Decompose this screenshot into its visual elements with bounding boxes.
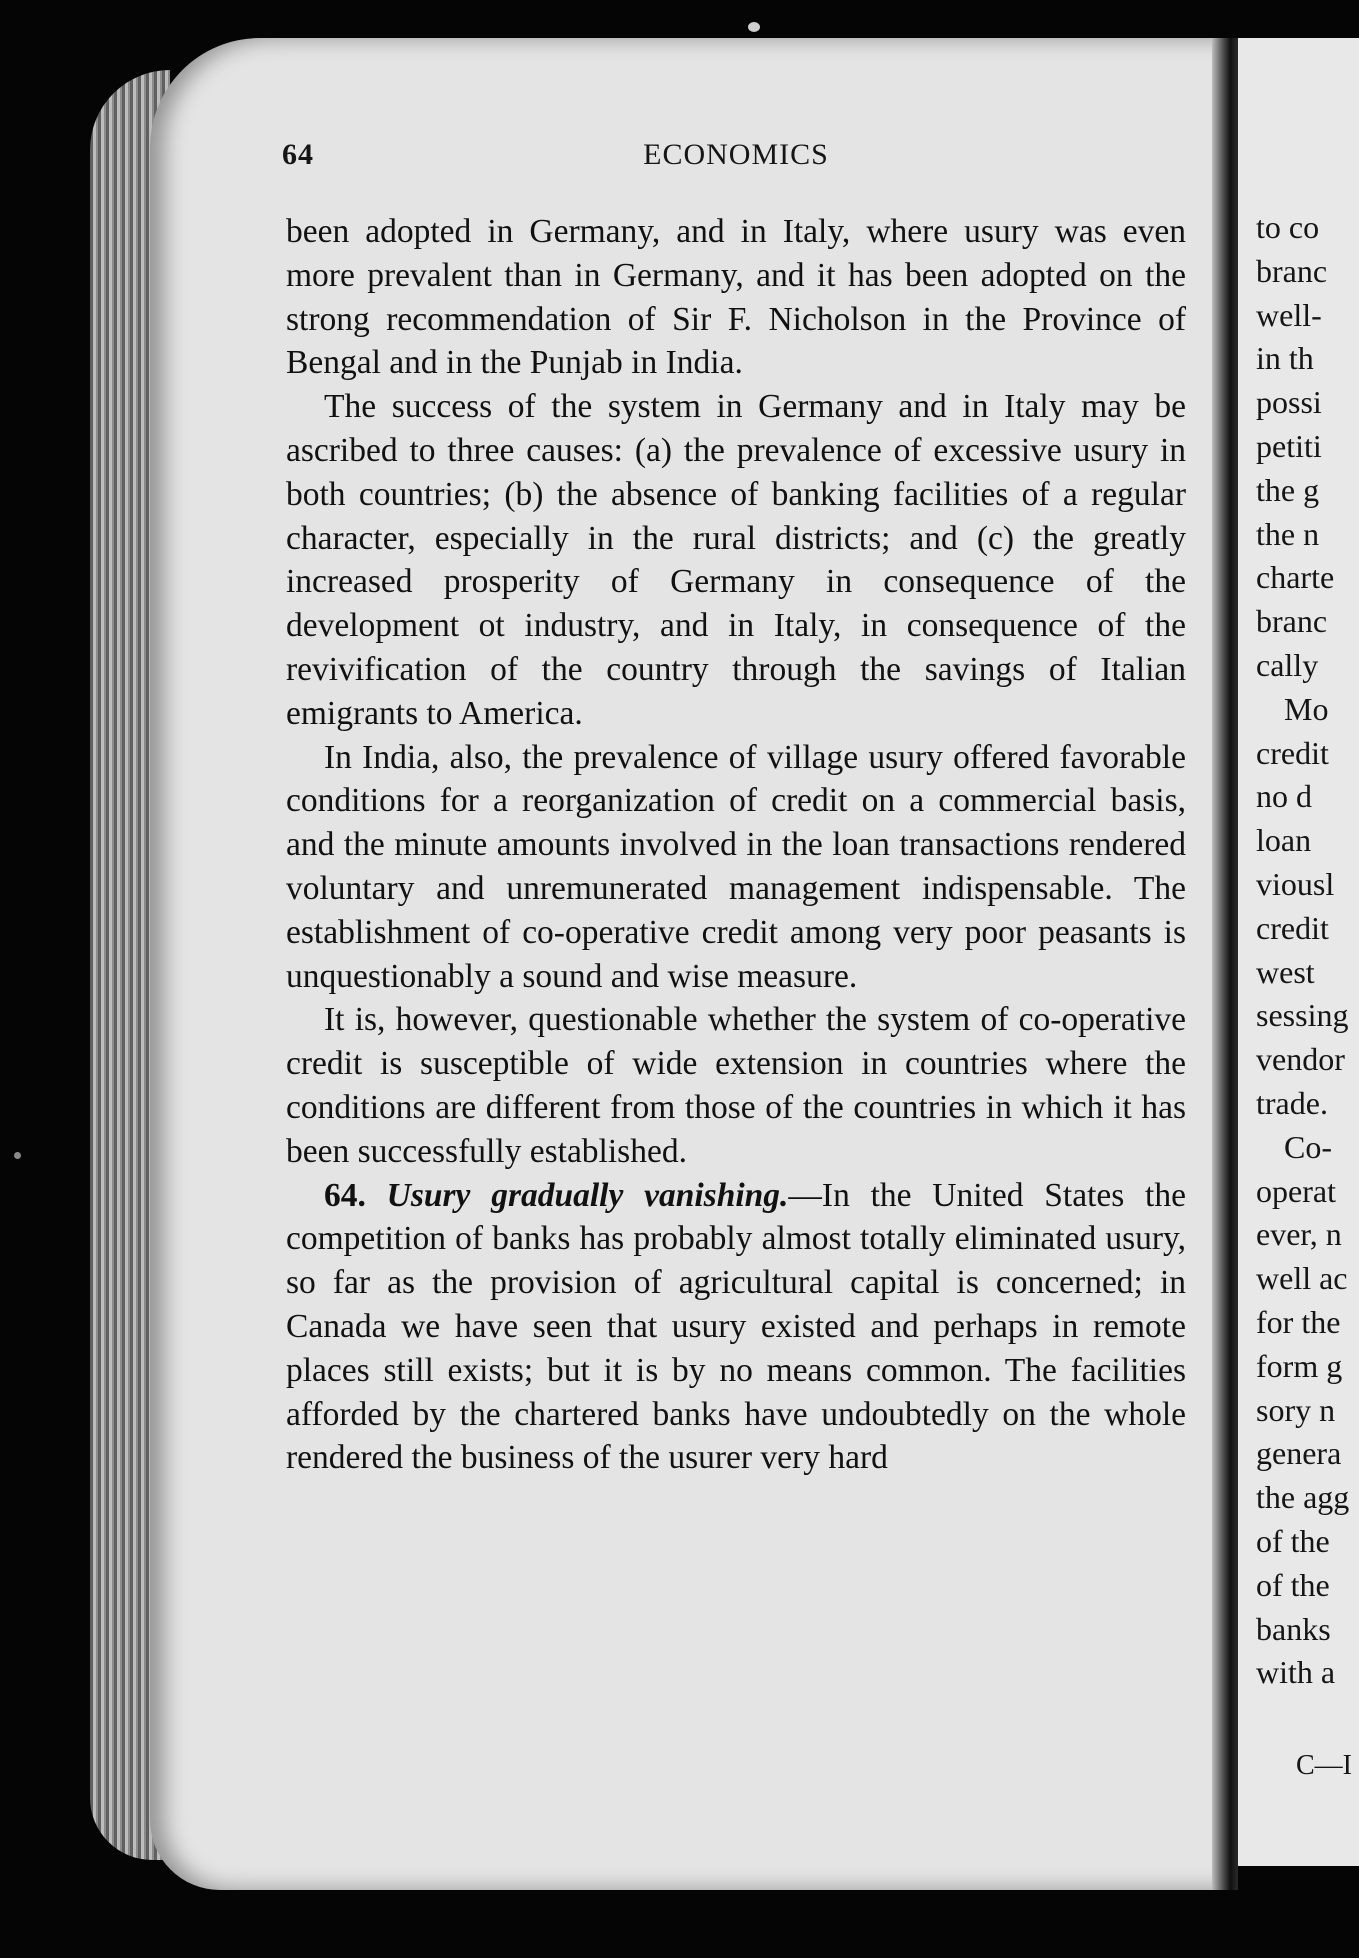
text-line-fragment: petiti (1256, 427, 1322, 464)
text-line-fragment: Co- (1284, 1128, 1332, 1165)
signature-mark: C—I (1296, 1750, 1352, 1781)
running-header (282, 138, 1190, 178)
text-line-fragment: branc (1256, 603, 1328, 640)
text-line-fragment: vendor (1256, 1041, 1345, 1078)
text-line-fragment: the agg (1256, 1479, 1350, 1516)
text-line-fragment: form g (1256, 1347, 1343, 1384)
text-line-fragment: possi (1256, 384, 1322, 421)
book-gutter (1212, 38, 1238, 1890)
paragraph: In India, also, the prevalence of village usury offered favorable conditions for a reorganization of credit on a commercial basis, and the minute amounts involved in the loan transactions rendered voluntary and unremunerated management indispensable. The establishment of co-operative credit among very poor peasants is unquestionably a sound and wise measure. (286, 738, 1186, 995)
text-line-fragment: the g (1256, 471, 1320, 508)
text-line-fragment: well ac (1256, 1260, 1348, 1297)
dust-speck (14, 1152, 21, 1159)
text-line-fragment: banks (1256, 1610, 1331, 1647)
text-line-fragment: the n (1256, 515, 1320, 552)
text-line-fragment: sory n (1256, 1391, 1336, 1428)
text-line-fragment: sessing (1256, 997, 1349, 1034)
text-line-fragment: with a (1256, 1654, 1336, 1691)
page-number: 64 (282, 138, 314, 171)
text-line-fragment: no d (1256, 778, 1312, 815)
text-line-fragment: genera (1256, 1435, 1342, 1472)
paragraph: It is, however, questionable whether the system of co-operative credit is susceptible of wide extension in countries where the conditions are different from those of the countries in which it has been successfully established. (286, 1001, 1186, 1170)
section-text: —In the United States the competition of banks has probably almost totally eliminated usury, so far as the provision of agricultural capital is concerned; in Canada we have seen that usury existed and perhaps in remote places still exists; but it is by no means common. The facilities afforded by the chartered banks have undoubtedly on the whole rendered the business of the usurer very hard (286, 1176, 1186, 1477)
text-line-fragment: ever, n (1256, 1216, 1342, 1253)
text-line-fragment: cally (1256, 646, 1319, 683)
text-line-fragment: credit (1256, 734, 1329, 771)
text-line-fragment: viousl (1256, 865, 1335, 902)
text-line-fragment: charte (1256, 559, 1335, 596)
section-heading: Usury gradually vanishing. (386, 1176, 789, 1214)
right-page-text (1256, 206, 1359, 1695)
text-line-fragment: loan (1256, 822, 1312, 859)
text-line-fragment: trade. (1256, 1084, 1328, 1121)
text-line-fragment: west (1256, 953, 1315, 990)
text-line-fragment: to co (1256, 209, 1320, 245)
text-line-fragment: operat (1256, 1172, 1336, 1209)
section-paragraph (286, 1174, 1186, 1481)
dust-speck (748, 22, 760, 32)
text-line-fragment: well- (1256, 296, 1322, 333)
running-title: ECONOMICS (643, 138, 829, 171)
text-line-fragment: credit (1256, 909, 1329, 946)
paragraph: been adopted in Germany, and in Italy, where usury was even more prevalent than in Germany, and it has been adopted on the strong recommendation of Sir F. Nicholson in the Province of Bengal and in the Punjab in India. (286, 213, 1186, 382)
paragraph: The success of the system in Germany and in Italy may be ascribed to three causes: (a) the prevalence of excessive usury in both countries; (b) the absence of banking facilities of a regular character, especially in the rural districts; and (c) the greatly increased prosperity of Germany in consequence of the development ot industry, and in Italy, in consequence of the revivification of the country through the savings of Italian emigrants to America. (286, 388, 1186, 732)
right-page (1238, 38, 1359, 1866)
text-line-fragment: of the (1256, 1566, 1330, 1603)
page-body (286, 210, 1186, 1480)
text-line-fragment: of the (1256, 1522, 1330, 1559)
text-line-fragment: Mo (1284, 690, 1329, 727)
section-number: 64. (324, 1176, 366, 1214)
text-line-fragment: branc (1256, 252, 1328, 289)
text-line-fragment: for the (1256, 1303, 1341, 1340)
text-line-fragment: in th (1256, 340, 1314, 377)
